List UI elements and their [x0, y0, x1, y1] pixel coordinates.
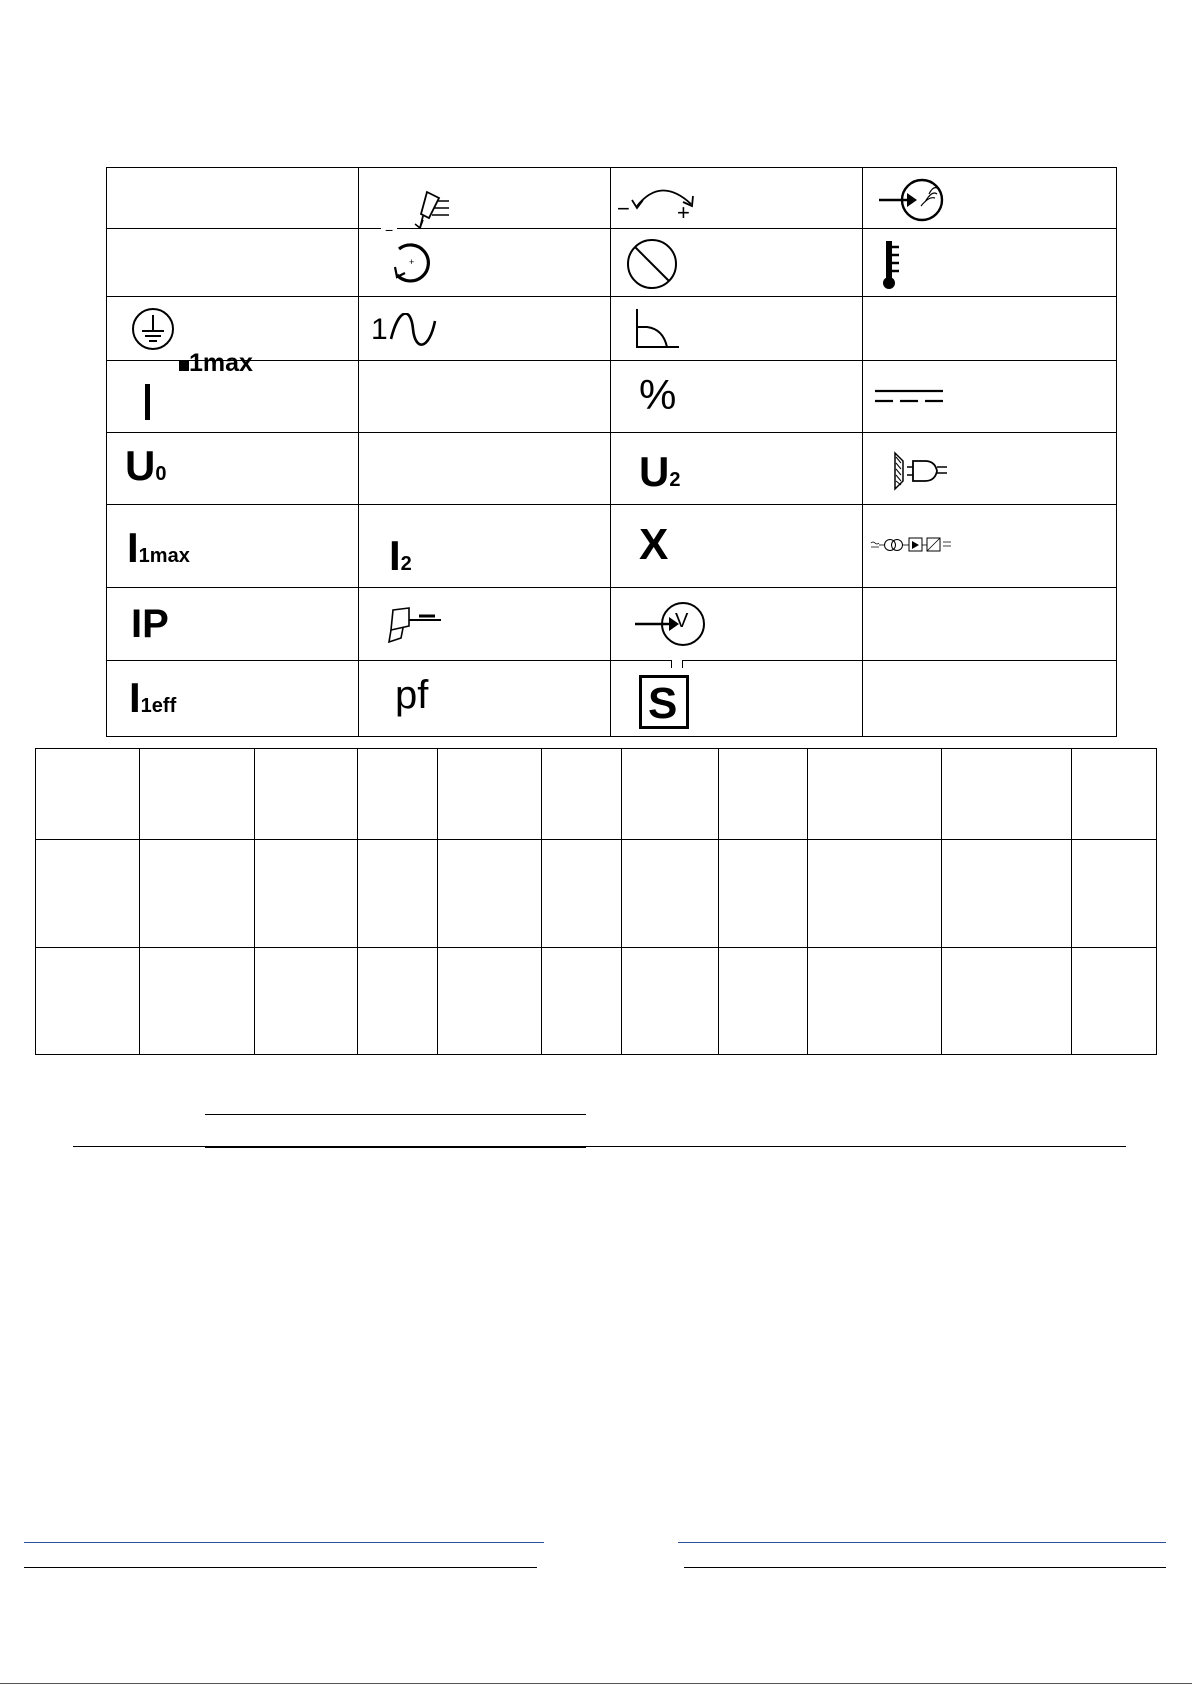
- cell-r2c4: [863, 229, 1117, 297]
- right-signature-rule-upper: [678, 1542, 1166, 1543]
- grid-cell: [719, 948, 808, 1055]
- cell-r1c2: [359, 168, 611, 238]
- grid-cell: [942, 749, 1072, 840]
- duty-cycle-percent: %: [639, 371, 677, 418]
- phase-number: 1: [371, 313, 388, 346]
- cell-r2c1: [107, 229, 359, 297]
- cell-r5c3: [611, 433, 863, 505]
- rotary-knob-icon: [389, 237, 439, 287]
- grid-cell: [358, 840, 438, 948]
- current-bar-glyph: [145, 384, 150, 420]
- grid-cell: [719, 840, 808, 948]
- svg-text:+: +: [409, 257, 415, 267]
- grid-cell: [942, 948, 1072, 1055]
- grid-row: [36, 749, 1157, 840]
- cell-r4c4: [863, 361, 1117, 433]
- data-grid: [35, 748, 1157, 1055]
- grid-cell: [438, 948, 542, 1055]
- minus-sign: −: [381, 222, 397, 238]
- u0-symbol: U0: [125, 442, 167, 489]
- grid-cell: [1072, 749, 1157, 840]
- pf-symbol: pf: [395, 673, 429, 717]
- grid-row: [36, 948, 1157, 1055]
- i2-symbol: I2: [389, 532, 412, 579]
- grid-cell: [36, 749, 140, 840]
- grid-cell: [542, 840, 622, 948]
- grid-cell: [36, 948, 140, 1055]
- cell-r4c1: [107, 349, 359, 433]
- ground-icon: [129, 307, 179, 353]
- left-signature-rule-upper: [24, 1542, 544, 1543]
- voltage-input-icon: [633, 600, 709, 648]
- plug-icon: [891, 451, 955, 491]
- grid-cell: [942, 840, 1072, 948]
- cell-r5c2: [359, 433, 611, 505]
- inverter-block-icon: [869, 535, 959, 557]
- minus-label: −: [617, 196, 630, 221]
- i1max-overlap-label: 1max: [189, 349, 253, 377]
- u2-symbol: U2: [639, 448, 681, 495]
- falling-characteristic-icon: [635, 307, 685, 353]
- cell-r7c1: [107, 588, 359, 661]
- grid-cell: [438, 749, 542, 840]
- direct-current-icon: [875, 387, 947, 407]
- grid-cell: [1072, 948, 1157, 1055]
- right-signature-rule-lower: [684, 1567, 1166, 1568]
- lower-short-rule: [205, 1147, 586, 1148]
- mig-torch-icon: [379, 604, 449, 650]
- grid-row: [36, 840, 1157, 948]
- grid-cell: [140, 840, 255, 948]
- x-symbol: X: [639, 520, 669, 569]
- grid-cell: [255, 948, 358, 1055]
- i1eff-symbol: I1eff: [129, 674, 177, 721]
- polarity-arc-icon: [621, 178, 716, 223]
- cell-r4c3: [611, 361, 863, 433]
- grid-cell: [1072, 840, 1157, 948]
- upper-short-rule: [205, 1114, 586, 1115]
- cell-r2c2: [359, 229, 611, 297]
- cell-r3c3: [611, 297, 863, 361]
- grid-cell: [358, 948, 438, 1055]
- grid-cell: [255, 840, 358, 948]
- grid-cell: [358, 749, 438, 840]
- grid-cell: [622, 840, 719, 948]
- cell-r7c2: [359, 588, 611, 661]
- cell-r5c1: [107, 433, 359, 505]
- cell-r6c4: [863, 505, 1117, 588]
- grid-cell: [542, 749, 622, 840]
- cell-r2c3: [611, 229, 863, 297]
- cell-r7c3: [611, 588, 863, 661]
- symbol-table: [106, 167, 1117, 737]
- grid-cell: [542, 948, 622, 1055]
- clipped-glyph: [179, 361, 189, 371]
- ip-symbol: IP: [131, 602, 169, 646]
- thermometer-icon: [877, 239, 907, 291]
- cell-r8c1: [107, 661, 359, 737]
- wire-feed-input-icon: [877, 176, 957, 224]
- cell-r3c4: [863, 297, 1117, 361]
- cell-r8c4: [863, 661, 1117, 737]
- cell-r3c2: [359, 297, 611, 361]
- s-symbol-box: [639, 675, 689, 729]
- cell-r1c3: [611, 168, 863, 229]
- i1max-symbol: I1max: [127, 524, 190, 571]
- cell-r4c2: [359, 361, 611, 433]
- cell-r5c4: [863, 433, 1117, 505]
- cell-r8c2: [359, 661, 611, 737]
- grid-cell: [36, 840, 140, 948]
- grid-cell: [808, 948, 942, 1055]
- cell-r6c2: [359, 505, 611, 588]
- cell-r7c4: [863, 588, 1117, 661]
- left-signature-rule-lower: [24, 1567, 537, 1568]
- grid-cell: [719, 749, 808, 840]
- grid-cell: [140, 749, 255, 840]
- grid-cell: [255, 749, 358, 840]
- cell-r8c3: [611, 661, 863, 737]
- grid-cell: [622, 749, 719, 840]
- cell-r6c1: [107, 505, 359, 588]
- cell-r6c3: [611, 505, 863, 588]
- s-symbol-stem: [671, 660, 683, 668]
- cell-r1c4: [863, 168, 1117, 229]
- prohibited-icon: [625, 237, 679, 291]
- plus-label: +: [677, 200, 690, 225]
- grid-cell: [622, 948, 719, 1055]
- single-phase-ac-icon: [389, 313, 439, 347]
- grid-cell: [808, 840, 942, 948]
- grid-cell: [808, 749, 942, 840]
- s-symbol: S: [648, 679, 678, 728]
- cell-r1c1: [107, 168, 359, 229]
- voltage-v-label: V: [675, 610, 689, 632]
- page-bottom-rule: [0, 1683, 1192, 1684]
- grid-cell: [140, 948, 255, 1055]
- grid-cell: [438, 840, 542, 948]
